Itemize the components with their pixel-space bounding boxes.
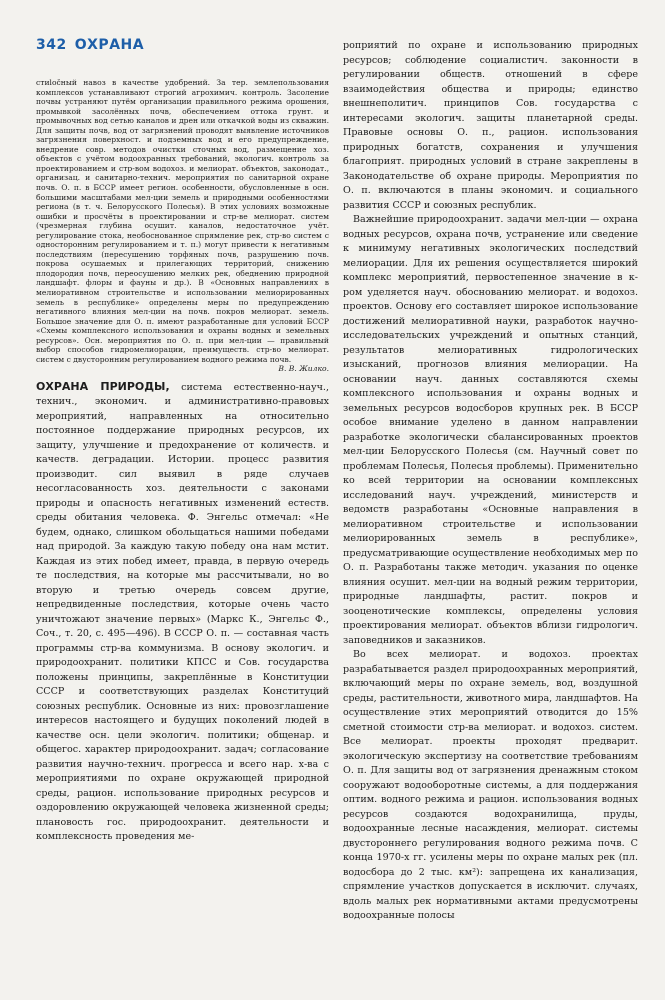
right-paragraph-1: роприятий по охране и использованию природных ресурсов; соблюдение социалистич. законности в регулировании обществ. отношений в сфере взаимодействия общества и природы; единство внешнеполитич. принципов Сов. государства с интересами экологич. защиты планетарной среды. Правовые основы О. п., рацион. использования природных богатств, сохранения и улучшения благоприят. природных условий в стране закреплены в Законодательстве об охране природы. Мероприятия по О. п. включаются в планы экономич. и социального развития СССР и союзных республик.: [343, 40, 638, 211]
right-paragraph-3: Во всех мелиорат. и водохоз. проектах разрабатывается раздел природоохранных мероприятий, включающий меры по охране земель, вод, воздушной среды, растительности, животного мира, ландшафтов. На осуществление этих мероприятий отводится до 15% сметной стоимости стр-ва мелиорат. и водохоз. систем. Все мелиорат. проекты проходят предварит. экологическую экспертизу на соответствие требованиям О. п. Для защиты вод от загрязнения дренажным стоком сооружают водооборотные системы, а для поддержания оптим. водного режима и рацион. использования водных ресурсов создаются водохранилища, пруды, водоохранные лесные насаждения, мелиорат. системы двустороннего регулирования водного режима почв. С конца 1970-х гг. усилены меры по охране малых рек (пл. водосбора до 2 тыс. км²): запрещена их канализация, спрямление участков допускается в исключит. случаях, вдоль малых рек нормативными актами предусмотрены водоохранные полосы: [343, 649, 638, 921]
running-title: ОХРАНА: [74, 37, 145, 53]
nature-protection-article-text: система естественно-науч., технич., экономич. и административно-правовых мероприятий, направленных на относительно постоянное поддержание природных ресурсов, их защиту, улучшение и предохранение от количеств. и качеств. деградации. Истории. процесс развития производит. сил выявил в ряде случаев несогласованность хоз. деятельности с законами природы и опасность негативных изменений естеств. среды обитания человека. Ф. Энгельс отмечал: «Не будем, однако, слишком обольщаться нашими победами над природой. За каждую такую победу она нам мстит. Каждая из этих побед имеет, правда, в первую очередь те последствия, на которые мы рассчитывали, но во вторую и третью очередь совсем другие, непредвиденные последствия, которые очень часто уничтожают значение первых» (Маркс К., Энгельс Ф., Соч., т. 20, с. 495—496). В СССР О. п. — составная часть программы стр-ва коммунизма. В основу экологич. и природоохранит. политики КПСС и Сов. государства положены принципы, закреплённые в Конституции СССР и соответствующих разделах Конституций союзных республик. Основные из них: провозглашение интересов настоящего и будущих поколений людей в качестве осн. цели экологич. политики; общенар. и общегос. характер природоохранит. задач; согласование развития научно-технич. прогресса и всего нар. х-ва с мероприятиями по охране окружающей природной среды, рацион. использование природных ресурсов и оздоровлению окружающей человека жизненной среды; плановость гос. природоохранит. деятельности и комплексность проведения ме-: [36, 381, 329, 843]
article-headword: ОХРАНА ПРИРОДЫ,: [36, 379, 170, 393]
article-signature: В. В. Жилко.: [278, 364, 329, 374]
right-column: [343, 39, 638, 924]
left-column: [36, 78, 329, 845]
page-header: [36, 37, 152, 53]
right-paragraph-2: Важнейшие природоохранит. задачи мел-ции — охрана водных ресурсов, охрана почв, устранение или сведение к минимуму негативных экологических последствий мелиорации. Для их решения осуществляется широкий комплекс мероприятий, первостепенное значение в к-ром уделяется науч. обоснованию мелиорат. и водохоз. проектов. Основу его составляет широкое использование достижений мелиоративной науки, разработок научно-исследовательских учреждений и опытных станций, результатов мелиоративных гидрологических изысканий, прогнозов влияния мелиорации. На основании науч. данных составляются схемы комплексного использования и охраны водных и земельных ресурсов водосборов крупных рек. В БССР особое внимание уделено в данном направлении разработке экологически сбалансированных проектов мел-ции Белорусского Полесья (см. Научный совет по проблемам Полесья, Полесья проблемы). Применительно ко всей территории на основании комплексных исследований науч. учреждений, министерств и ведомств разработаны «Основные направления в мелиоративном строительстве и использовании мелиорированных земель в республике», предусматривающие осуществление необходимых мер по О. п. Разработаны также методич. указания по оценке влияния осушит. мел-ции на водный режим территории, природные ландшафты, растит. покров и зооценотические комплексы, определены условия проектирования мелиорат. объектов вблизи гидрологич. заповедников и заказников.: [343, 214, 638, 646]
page-number: 342: [36, 37, 67, 53]
soil-protection-article-text: стиločный навоз в качестве удобрений. За тер. землепользования комплексов устанавливают строгий агрохимич. контроль. Засоление почвы устраняют путём организации правильного режима орошения, промывкой засолённых почв, обеспечением оттока грунт. и промывочных вод сетью каналов и дрен или откачкой воды из скважин. Для защиты почв, вод от загрязнений проводят выявление источников загрязнения поверхност. и подземных вод и его предупреждение, внедрение совр. методов очистки сточных вод, размещение хоз. объектов с учётом водоохранных требований, экологич. контроль за проектированием и стр-вом водохоз. и мелиорат. объектов, законодат., организац. и санитарно-технич. мероприятия по санитарной охране почв. О. п. в БССР имеет регион. особенности, обусловленные в осн. большими масштабами мел-ции земель и природными особенностями региона (в т. ч. Белорусского Полесья). В этих условиях возможные ошибки и просчёты в проектировании и стр-ве мелиорат. систем (чрезмерная глубина осушит. каналов, недостаточное учёт. регулирование стока, необоснованное спрямление рек, стр-во систем с односторонним регулированием и т. п.) могут привести к негативным последствиям (пересушению торфяных почв, разрушению почв. покрова осушаемых и прилегающих территорий, снижению плодородия почв, переосушению мелких рек, обеднению природной ландшафт. флоры и фауны и др.). В «Основных направлениях в мелиоративном строительстве и использовании мелиорированных земель в республике» определены меры по предупреждению негативного влияния мел-ции на почв. покров мелиорат. земель. Большое значение для О. п. имеют разработанные для условий БССР «Схемы комплексного использования и охраны водных и земельных ресурсов». Осн. мероприятия по О. п. при мел-ции — правильный выбор способов гидромелиорации, преимуществ. стр-во мелиорат. систем с двусторонним регулированием водного режима почв.: [36, 78, 329, 364]
nature-protection-article: [36, 380, 329, 845]
